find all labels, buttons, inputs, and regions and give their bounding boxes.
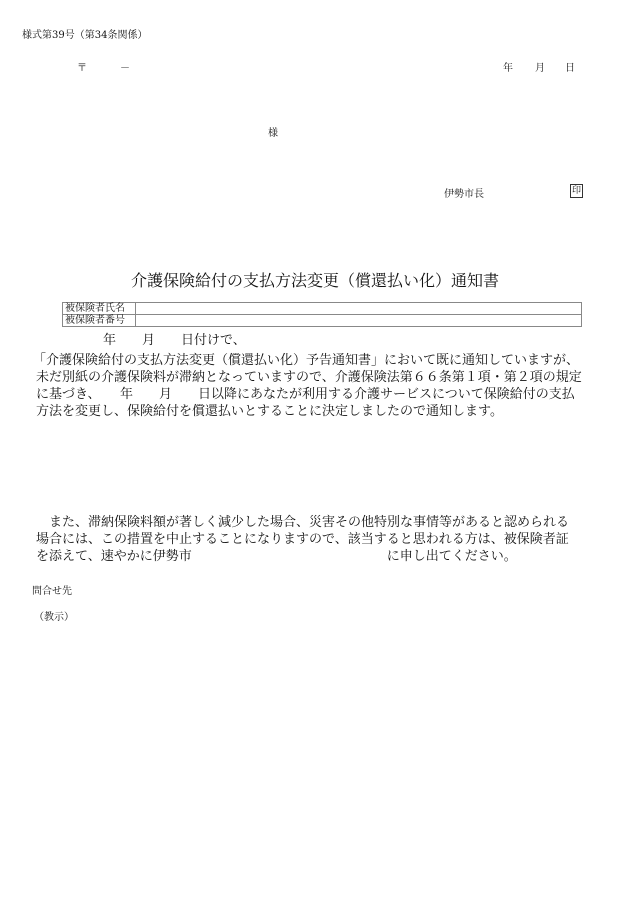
paragraph1-line4: 方法を変更し、保険給付を償還払いとすることに決定しましたので通知します。	[36, 404, 503, 419]
paragraph1-line2: 未だ別紙の介護保険料が滞納となっていますので、介護保険法第６６条第１項・第２項の規定	[36, 370, 582, 385]
paragraph2-line3: を添えて、速やかに伊勢市 に申し出てください。	[36, 549, 517, 564]
insured-name-value	[136, 303, 582, 315]
seal-mark: 印	[571, 186, 581, 196]
postal-dash: －	[120, 63, 130, 74]
instruction-label: （教示）	[34, 612, 74, 623]
table-row	[63, 303, 582, 315]
insured-name-label: 被保険者氏名	[63, 303, 136, 315]
date-year: 年	[503, 63, 513, 74]
postal-mark: 〒	[77, 63, 87, 74]
addressee-suffix: 様	[268, 128, 278, 139]
form-number: 様式第39号（第34条関係）	[22, 30, 148, 41]
date-month: 月	[535, 63, 545, 74]
contact-label: 問合せ先	[32, 586, 72, 597]
paragraph2-line2: 場合には、この措置を中止することになりますので、該当すると思われる方は、被保険者証	[36, 532, 569, 547]
table-row	[63, 315, 582, 327]
paragraph2-line1: また、滞納保険料額が著しく減少した場合、災害その他特別な事情等があると認められる	[36, 515, 570, 530]
insured-info-table	[62, 302, 582, 327]
page-title: 介護保険給付の支払方法変更（償還払い化）通知書	[130, 271, 499, 290]
insured-number-value	[136, 315, 582, 327]
paragraph1-line3: に基づき、 年 月 日以降にあなたが利用する介護サービスについて保険給付の支払	[36, 387, 575, 402]
notice-date-line: 年 月 日付けで、	[103, 333, 246, 348]
paragraph1-line1: 「介護保険給付の支払方法変更（償還払い化）予告通知書」において既に通知していますが、	[33, 353, 580, 368]
date-day: 日	[565, 63, 575, 74]
sender: 伊勢市長	[444, 189, 484, 200]
insured-number-label: 被保険者番号	[63, 315, 136, 327]
